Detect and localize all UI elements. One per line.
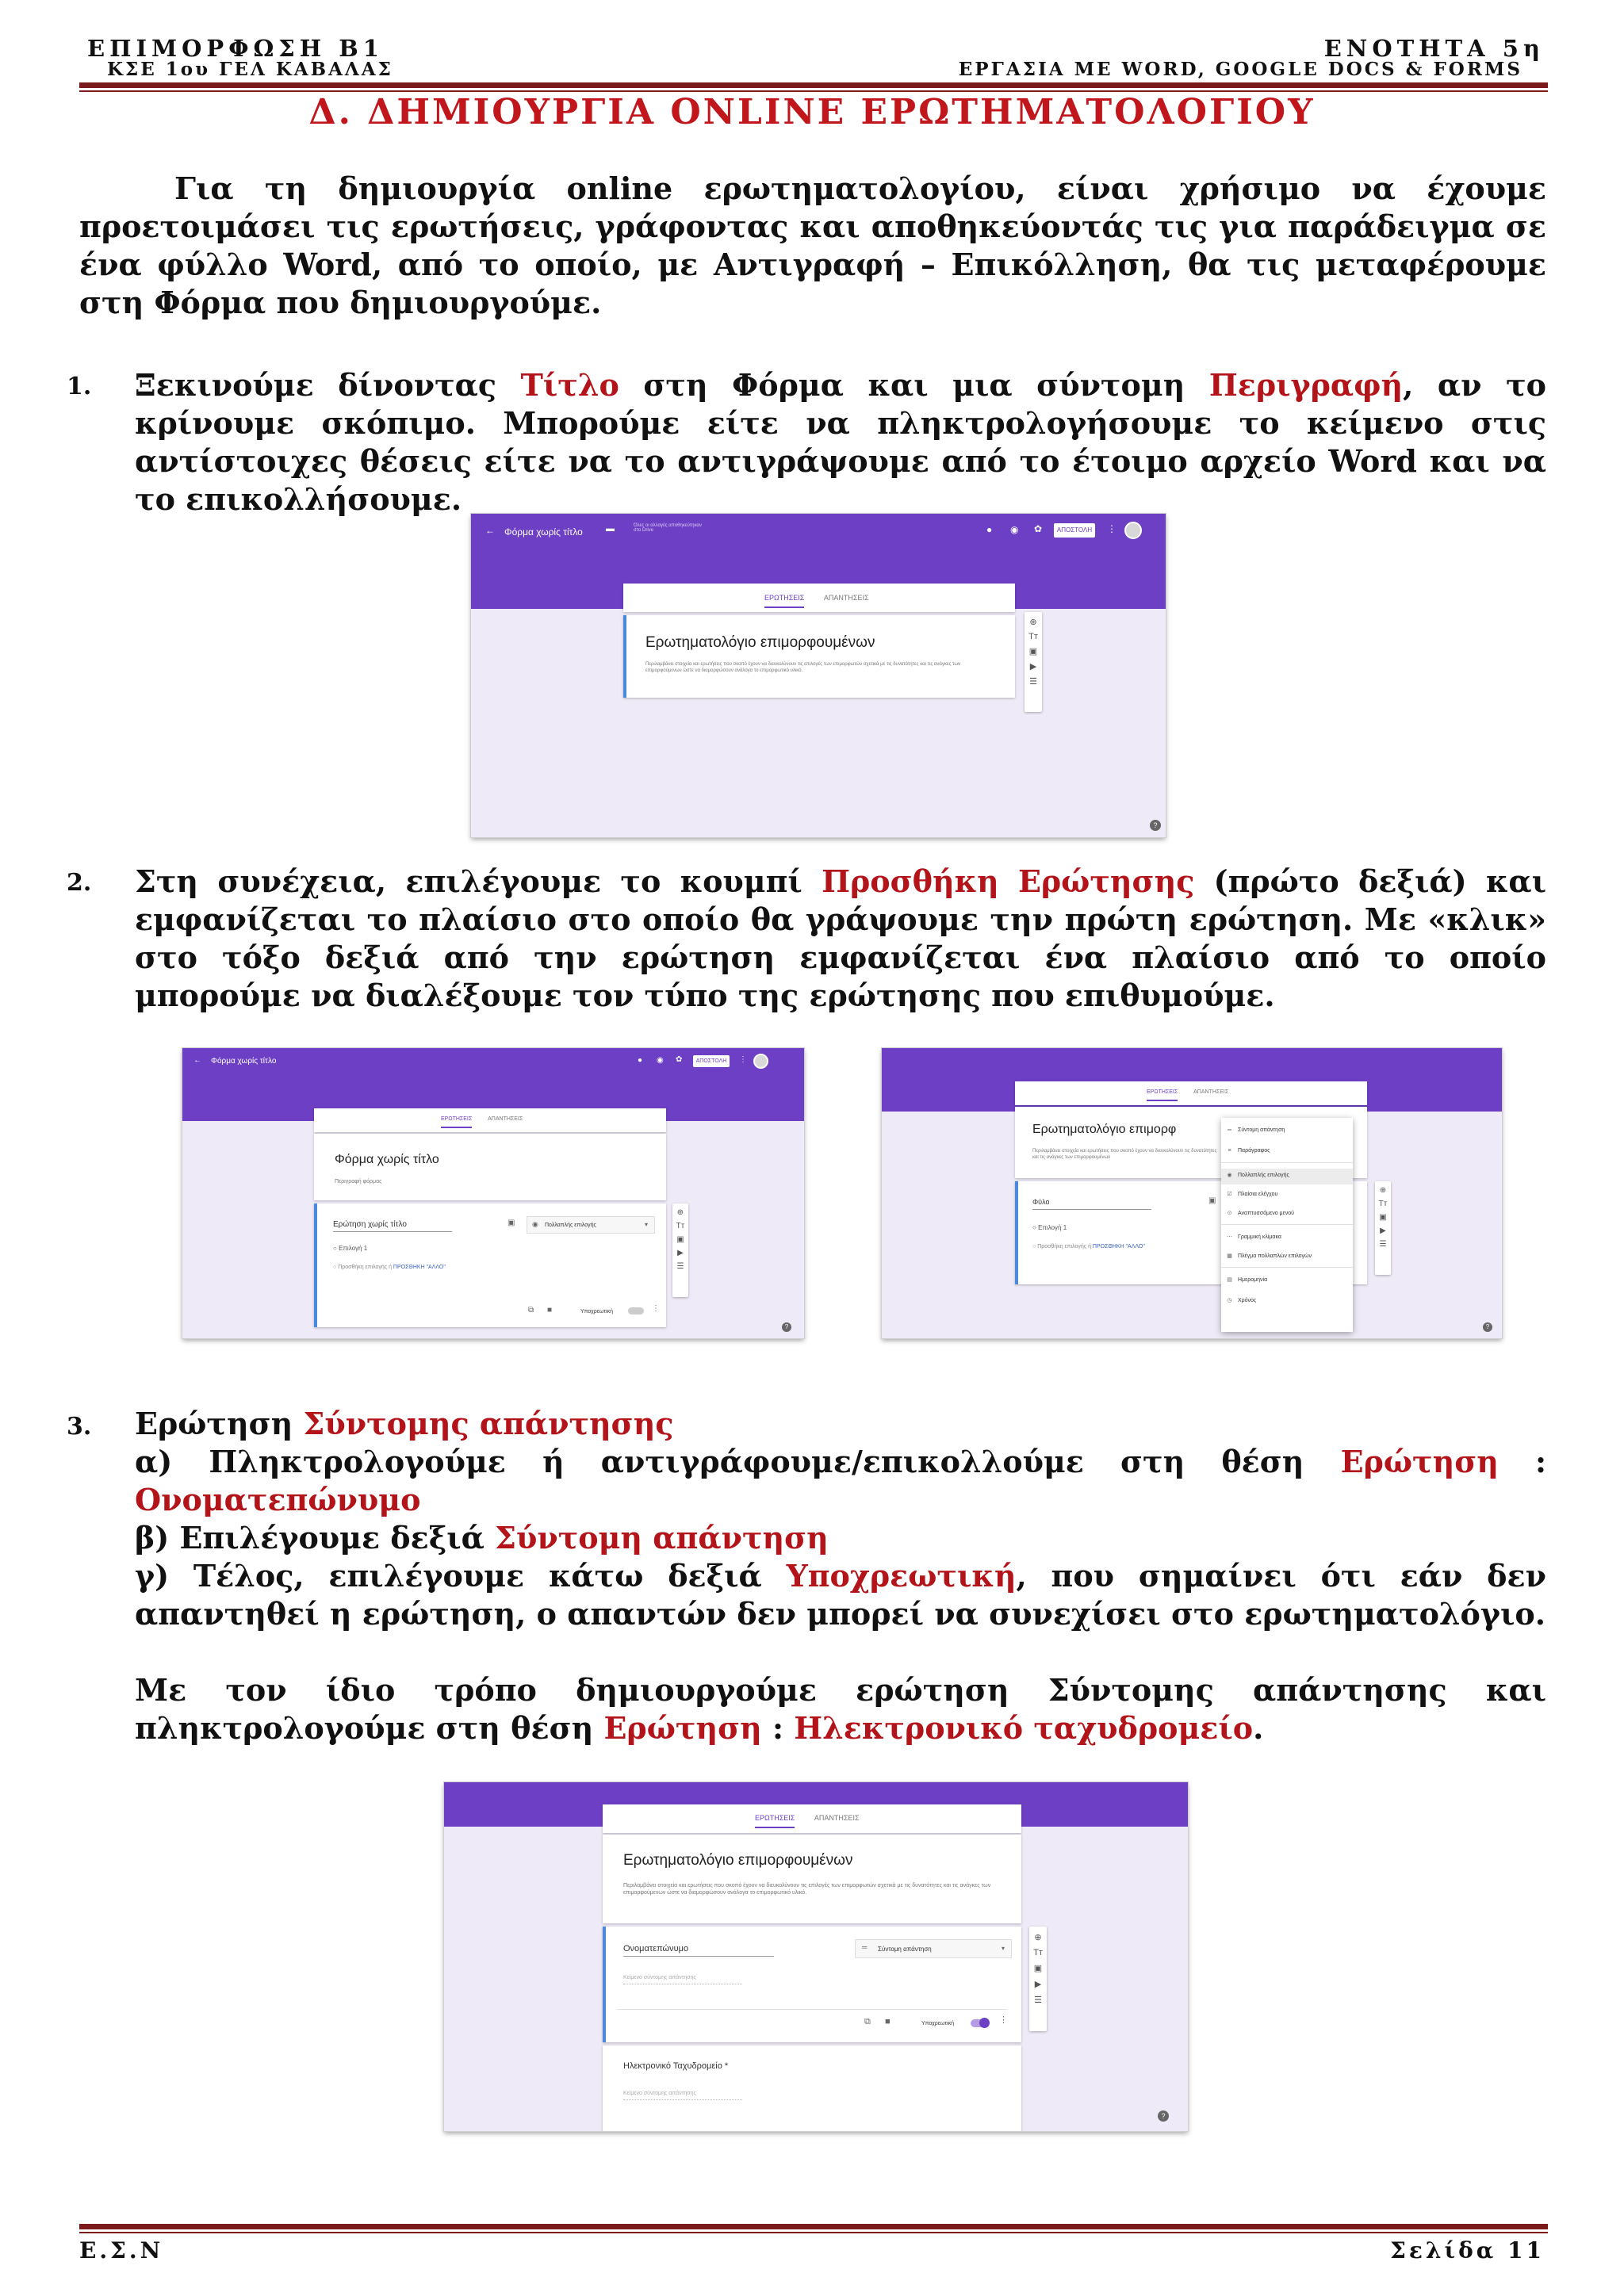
menu-label: Πολλαπλής επιλογής <box>1238 1173 1289 1178</box>
step3-b-short-answer-term: Σύντομη απάντηση <box>495 1520 829 1556</box>
delete-icon[interactable]: ■ <box>885 2017 891 2026</box>
question2-title[interactable]: Ηλεκτρονικό Ταχυδρομείο * <box>623 2061 729 2071</box>
add-question-icon[interactable]: ⊕ <box>1034 1933 1042 1942</box>
chevron-down-icon: ▾ <box>644 1221 648 1228</box>
tab-answers[interactable]: ΑΠΑΝΤΗΣΕΙΣ <box>488 1116 523 1122</box>
calendar-icon: ▤ <box>1227 1277 1232 1283</box>
add-option[interactable]: ○ Προσθήκη επιλογής ή ΠΡΟΣΘΗΚΗ "ΑΛΛΟ" <box>333 1265 446 1270</box>
step3-d-line <box>135 1671 1546 1747</box>
step3-spacer <box>135 1633 1546 1671</box>
add-image-icon[interactable]: ▣ <box>1379 1213 1387 1222</box>
form-header-card <box>623 615 1015 698</box>
type-dropdown[interactable] <box>855 1939 1012 1958</box>
short-text-icon: ═ <box>1228 1127 1231 1133</box>
type-dropdown[interactable] <box>527 1216 655 1234</box>
form-header-card <box>603 1835 1021 1923</box>
menu-label: Πλαίσια ελέγχου <box>1238 1192 1278 1197</box>
question-title[interactable]: Ονοματεπώνυμο <box>623 1946 774 1957</box>
short-answer-placeholder: Κείμενο σύντομης απάντησης <box>623 1974 742 1984</box>
step3-c-text2: , που σημαίνει ότι εάν δεν απαντηθεί η ερώτηση, ο απαντών δεν μπορεί να συνεχίσει στο ερωτηματολόγιο. <box>135 1558 1546 1632</box>
form-header-card <box>314 1134 666 1200</box>
add-title-icon[interactable]: Tт <box>1378 1200 1388 1208</box>
step1-number: 1. <box>67 373 92 400</box>
add-other-link[interactable]: ΠΡΟΣΘΗΚΗ "ΑΛΛΟ" <box>1092 1244 1145 1249</box>
side-toolbar <box>672 1203 688 1297</box>
menu-divider <box>1221 1162 1353 1163</box>
step3-a-text: α) Πληκτρολογούμε ή αντιγράφουμε/επικολλούμε στη θέση <box>135 1444 1341 1479</box>
menu-dropdown[interactable] <box>1226 1210 1294 1216</box>
step1-text1: Ξεκινούμε δίνοντας <box>135 367 521 403</box>
copy-icon[interactable]: ⧉ <box>864 2017 871 2026</box>
step3-a-question-term: Ερώτηση <box>1340 1444 1499 1479</box>
active-edge <box>314 1203 317 1327</box>
active-edge <box>623 615 626 698</box>
page-title: Δ. ΔΗΜΙΟΥΡΓΙΑ ONLINE ΕΡΩΤΗΜΑΤΟΛΟΓΙΟΥ <box>308 92 1316 132</box>
tab-questions[interactable]: ΕΡΩΤΗΣΕΙΣ <box>764 594 804 608</box>
menu-paragraph[interactable] <box>1226 1148 1270 1154</box>
dropdown-icon: ⊙ <box>1227 1211 1232 1216</box>
tab-answers[interactable]: ΑΠΑΝΤΗΣΕΙΣ <box>814 1814 860 1822</box>
step2-number: 2. <box>67 869 92 897</box>
step2-text2: (πρώτο δεξιά) και εμφανίζεται το πλαίσιο στο οποίο θα γράψουμε την πρώτη ερώτηση. Με «κλικ» στο τόξο δεξιά από την ερώτηση εμφανίζεται ένα πλαίσιο από το οποίο μπορούμε να διαλέξουμε τον τύπο της ερώτησης που επιθυμούμε. <box>135 863 1546 1013</box>
side-toolbar <box>1029 1927 1047 2031</box>
screenshot-form-title <box>471 514 1166 837</box>
tabs <box>441 1116 523 1122</box>
back-arrow-icon: ← <box>193 1056 201 1065</box>
tab-questions[interactable]: ΕΡΩΤΗΣΕΙΣ <box>755 1814 795 1828</box>
step3-short-answer-term: Σύντομης απάντησης <box>303 1406 674 1441</box>
step1-description-term: Περιγραφή <box>1208 367 1404 403</box>
header-left-line1: ΕΠΙΜΟΡΦΩΣΗ Β1 <box>87 35 384 62</box>
short-text-icon: ═ <box>862 1943 868 1951</box>
copy-icon[interactable]: ⧉ <box>528 1306 534 1314</box>
add-video-icon[interactable]: ▶ <box>677 1249 684 1257</box>
image-icon[interactable]: ▣ <box>508 1219 515 1227</box>
header-right-line2: ΕΡΓΑΣΙΑ ΜΕ WORD, GOOGLE DOCS & FORMS <box>958 59 1522 80</box>
add-section-icon[interactable]: ☰ <box>1034 1996 1042 2005</box>
page-number: Σελίδα 11 <box>1390 2237 1545 2263</box>
required-label: Υποχρεωτική <box>580 1309 613 1314</box>
step3-a-line <box>135 1443 1546 1481</box>
form-description[interactable]: Περιγραφή φόρμας <box>335 1179 382 1184</box>
add-section-icon[interactable]: ☰ <box>1029 677 1037 687</box>
step3-email-term: Ηλεκτρονικό ταχυδρομείο <box>794 1710 1254 1746</box>
add-image-icon[interactable]: ▣ <box>1028 647 1038 656</box>
gear-icon: ✿ <box>676 1055 683 1064</box>
active-edge <box>603 1927 606 2042</box>
image-icon[interactable]: ▣ <box>1208 1196 1216 1205</box>
form-title-text[interactable]: Ερωτηματολόγιο επιμορφουμένων <box>645 634 875 651</box>
form-name: Φόρμα χωρίς τίτλο <box>211 1057 277 1066</box>
add-option-label: Προσθήκη επιλογής ή <box>1037 1244 1093 1249</box>
eye-icon: ◉ <box>1010 524 1019 535</box>
add-question-icon[interactable]: ⊕ <box>1379 1186 1387 1195</box>
send-button[interactable]: ΑΠΟΣΤΟΛΗ <box>1054 523 1095 538</box>
step1-paragraph <box>135 366 1546 519</box>
step3-a-colon: : <box>1498 1444 1547 1479</box>
tab-answers[interactable]: ΑΠΑΝΤΗΣΕΙΣ <box>823 594 869 602</box>
type-label: Πολλαπλής επιλογής <box>545 1223 596 1228</box>
folder-icon: ▬ <box>606 524 615 534</box>
menu-multiple-choice[interactable] <box>1226 1172 1289 1178</box>
step1-text2: στη Φόρμα και μια σύντομη <box>619 367 1209 403</box>
checkbox-icon: ☑ <box>1227 1192 1232 1197</box>
form-description[interactable]: Περιλαμβάνει στοιχεία και ερωτήσεις που σκοπό έχουν να διευκολύνουν τις επιλογές των επιμορφωτών σχετικά με τις δυνατότητες και τις ανάγκες των επιμορφούμενων ώστε να διαμορφώσουν ανάλογα το επιμορφωτικό υλικό. <box>623 1883 991 1896</box>
add-video-icon[interactable]: ▶ <box>1029 662 1037 672</box>
step3-b-text: β) Επιλέγουμε δεξιά <box>135 1520 496 1556</box>
help-icon[interactable]: ? <box>1150 820 1161 831</box>
footer-rule-thin <box>79 2232 1548 2233</box>
form-description[interactable]: Περιλαμβάνει στοιχεία και ερωτήσεις που σκοπό έχουν να διευκολύνουν τις δυνατότητες και τις ανάγκες των επιμορφουμένων <box>1032 1149 1217 1160</box>
step3-b-line <box>135 1519 1546 1557</box>
step3-paragraph <box>135 1405 1546 1747</box>
paragraph-icon: ≡ <box>1228 1148 1231 1154</box>
side-toolbar <box>1025 612 1042 712</box>
menu-label: Ημερομηνία <box>1238 1277 1268 1283</box>
clock-icon: ◷ <box>1227 1298 1232 1303</box>
tab-answers[interactable]: ΑΠΑΝΤΗΣΕΙΣ <box>1193 1089 1229 1095</box>
tabs <box>764 594 869 602</box>
menu-linear-scale[interactable] <box>1226 1234 1281 1240</box>
menu-grid[interactable] <box>1226 1253 1312 1259</box>
header-rule <box>79 82 1548 88</box>
header-right-line1: ΕΝΟΤΗΤΑ 5η <box>1323 35 1545 62</box>
add-title-icon[interactable]: Tт <box>1028 632 1038 641</box>
menu-label: Παράγραφος <box>1238 1148 1270 1154</box>
active-edge <box>1015 1181 1018 1284</box>
question2-card <box>603 2045 1021 2131</box>
help-icon[interactable]: ? <box>1158 2110 1169 2122</box>
option-1[interactable]: ○ Επιλογή 1 <box>333 1245 368 1252</box>
option-1-label: Επιλογή 1 <box>1038 1224 1067 1231</box>
menu-label: Σύντομη απάντηση <box>1238 1127 1285 1133</box>
toggle-knob <box>979 2018 990 2028</box>
type-label: Σύντομη απάντηση <box>878 1946 932 1953</box>
footer-rule <box>79 2224 1548 2229</box>
step3-fullname-term: Ονοματεπώνυμο <box>135 1482 421 1517</box>
required-label: Υποχρεωτική <box>921 2021 954 2026</box>
menu-short-answer[interactable] <box>1226 1127 1285 1133</box>
form-name: Φόρμα χωρίς τίτλο <box>504 526 583 538</box>
more-icon: ⋮ <box>739 1055 747 1064</box>
option-1-label: Επιλογή 1 <box>339 1245 368 1252</box>
send-button[interactable]: ΑΠΟΣΤΟΛΗ <box>693 1055 730 1067</box>
step2-add-question-term: Προσθήκη Ερώτησης <box>822 863 1195 899</box>
form-description[interactable]: Περιλαμβάνει στοιχεία και ερωτήσεις που σκοπό έχουν να διευκολύνουν τις επιλογές των επιμορφωτών σχετικά με τις δυνατότητες και τις ανάγκες των επιμορφούμενων ώστε να διαμορφώσουν ανάλογα το επιμορφωτικό υλικό. <box>645 662 961 673</box>
add-title-icon[interactable]: Tт <box>1033 1948 1043 1957</box>
required-toggle[interactable] <box>628 1307 644 1314</box>
menu-label: Χρόνος <box>1238 1298 1257 1303</box>
add-option-label: Προσθήκη επιλογής ή <box>338 1265 393 1270</box>
menu-label: Πλέγμα πολλαπλών επιλογών <box>1238 1253 1312 1259</box>
step3-required-term: Υποχρεωτική <box>786 1558 1017 1594</box>
menu-divider <box>1221 1267 1353 1268</box>
more-icon: ⋮ <box>1107 523 1116 534</box>
add-section-icon[interactable]: ☰ <box>676 1262 684 1271</box>
screenshot-add-question <box>182 1048 804 1338</box>
required-toggle[interactable] <box>971 2019 988 2027</box>
step3-c-line <box>135 1557 1546 1633</box>
add-question-icon[interactable]: ⊕ <box>1029 618 1037 627</box>
step3-line1-text: Ερώτηση <box>135 1406 304 1441</box>
scale-icon: ⋯ <box>1227 1234 1232 1240</box>
step3-line1 <box>135 1405 1546 1443</box>
step3-a-value <box>135 1481 1546 1519</box>
radio-icon: ◉ <box>532 1220 538 1228</box>
help-icon[interactable]: ? <box>1483 1322 1492 1332</box>
radio-icon: ◉ <box>1227 1173 1232 1178</box>
saved-note: Όλες οι αλλαγές αποθηκεύτηκαν στο Drive <box>634 523 702 533</box>
add-option[interactable]: ○ Προσθήκη επιλογής ή ΠΡΟΣΘΗΚΗ "ΑΛΛΟ" <box>1032 1244 1145 1249</box>
delete-icon[interactable]: ■ <box>547 1306 553 1314</box>
tabs <box>1147 1089 1228 1095</box>
option-1[interactable]: ○ Επιλογή 1 <box>1032 1224 1067 1231</box>
step3-c-text1: γ) Τέλος, επιλέγουμε κάτω δεξιά <box>135 1558 787 1594</box>
add-video-icon[interactable]: ▶ <box>1380 1226 1386 1235</box>
step2-paragraph <box>135 863 1546 1015</box>
menu-checkboxes[interactable] <box>1226 1191 1277 1197</box>
menu-label: Γραμμική κλίμακα <box>1238 1234 1281 1240</box>
menu-divider <box>1221 1224 1353 1225</box>
question-card <box>603 1927 1021 2042</box>
step3-d-period: . <box>1253 1710 1264 1746</box>
form-title-text[interactable]: Φόρμα χωρίς τίτλο <box>335 1153 439 1166</box>
intro-paragraph <box>79 170 1546 322</box>
footer-left: Ε.Σ.Ν <box>79 2237 164 2263</box>
step3-number: 3. <box>67 1413 92 1441</box>
step2-text1: Στη συνέχεια, επιλέγουμε το κουμπί <box>135 863 822 899</box>
help-icon[interactable]: ? <box>782 1322 791 1332</box>
avatar <box>753 1054 768 1069</box>
palette-icon: ● <box>638 1056 643 1065</box>
tabs <box>755 1814 860 1822</box>
intro-text: Για τη δημιουργία online ερωτηματολογίου, είναι χρήσιμο να έχουμε προετοιμάσει τις ερωτήσεις, γράφοντας και αποθηκεύοντάς τις για παράδειγμα σε ένα φύλλο Word, από το οποίο, με Αντιγραφή – Επικόλληση, θα τις μεταφέρουμε στη Φόρμα που δημιουργούμε. <box>79 170 1546 320</box>
menu-time[interactable] <box>1226 1297 1256 1303</box>
add-video-icon[interactable]: ▶ <box>1034 1980 1042 1989</box>
question-card <box>314 1203 666 1327</box>
card-divider <box>617 2009 1007 2010</box>
more-options-icon[interactable]: ⋮ <box>652 1304 660 1313</box>
form-title-text[interactable]: Ερωτηματολόγιο επιμορφουμένων <box>623 1852 853 1869</box>
add-image-icon[interactable]: ▣ <box>1033 1964 1043 1973</box>
step3-d-question-term: Ερώτηση <box>603 1710 762 1746</box>
tab-questions[interactable]: ΕΡΩΤΗΣΕΙΣ <box>441 1116 472 1128</box>
gear-icon: ✿ <box>1034 523 1043 534</box>
add-question-icon[interactable]: ⊕ <box>676 1208 684 1217</box>
screenshot-question-type-menu <box>882 1048 1502 1338</box>
side-toolbar <box>1375 1181 1391 1275</box>
eye-icon: ◉ <box>657 1056 664 1065</box>
step3-d-text1: Με τον ίδιο τρόπο δημιουργούμε ερώτηση Σύντομης απάντησης και πληκτρολογούμε στη θέση <box>135 1672 1546 1746</box>
add-image-icon[interactable]: ▣ <box>676 1235 684 1244</box>
step1-text3: , αν το κρίνουμε σκόπιμο. Μπορούμε είτε να πληκτρολογήσουμε το κείμενο στις αντίστοιχες θέσεις είτε να το αντιγράψουμε από το έτοιμο αρχείο Word και να το επικολλήσουμε. <box>135 367 1547 517</box>
form-title-text[interactable]: Ερωτηματολόγιο επιμορφ <box>1032 1123 1177 1136</box>
header-left-line2: ΚΣΕ 1ου ΓΕΛ ΚΑΒΑΛΑΣ <box>107 59 393 80</box>
avatar <box>1124 522 1142 539</box>
tab-questions[interactable]: ΕΡΩΤΗΣΕΙΣ <box>1147 1089 1178 1101</box>
screenshot-short-answer <box>444 1782 1188 2131</box>
step1-title-term: Τίτλο <box>520 367 619 403</box>
add-title-icon[interactable]: Tт <box>676 1222 685 1230</box>
grid-icon: ▦ <box>1227 1253 1232 1259</box>
chevron-down-icon: ▾ <box>1001 1945 1005 1952</box>
palette-icon: ● <box>986 524 993 535</box>
more-options-icon[interactable]: ⋮ <box>999 2015 1008 2025</box>
back-arrow-icon: ← <box>485 525 495 536</box>
step3-d-colon: : <box>761 1710 795 1746</box>
question-type-menu <box>1221 1118 1353 1332</box>
question2-placeholder: Κείμενο σύντομης απάντησης <box>623 2090 742 2100</box>
question-title[interactable]: Ερώτηση χωρίς τίτλο <box>333 1221 452 1232</box>
add-other-link[interactable]: ΠΡΟΣΘΗΚΗ "ΑΛΛΟ" <box>393 1265 446 1270</box>
question-title[interactable]: Φύλο <box>1032 1199 1151 1210</box>
add-section-icon[interactable]: ☰ <box>1379 1240 1387 1249</box>
menu-label: Αναπτυσσόμενο μενού <box>1238 1211 1294 1216</box>
menu-date[interactable] <box>1226 1276 1267 1283</box>
